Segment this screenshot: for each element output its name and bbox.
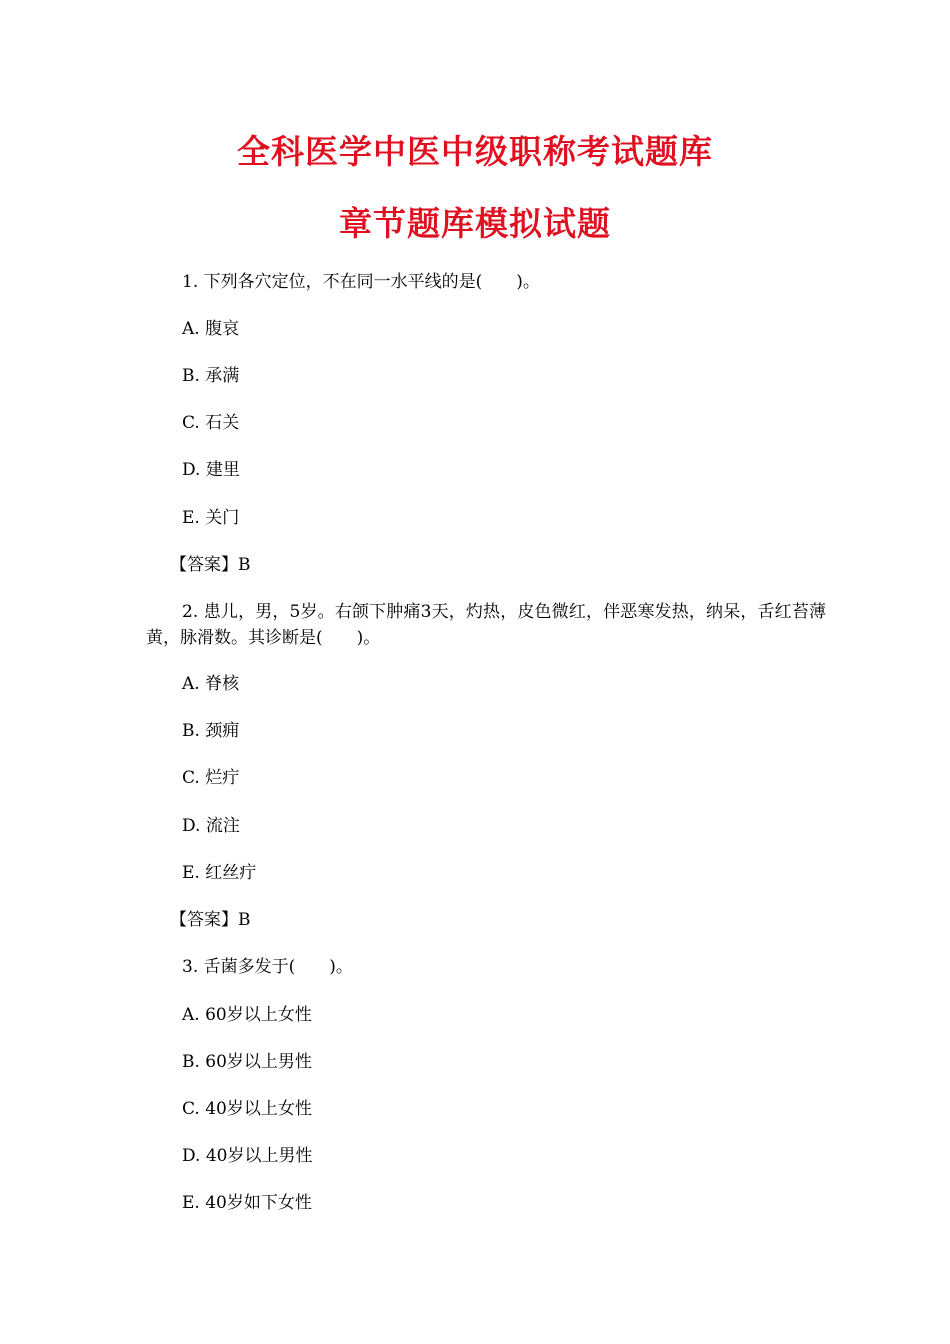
question-stem-1: 1. 下列各穴定位，不在同一水平线的是( )。 (182, 272, 540, 292)
question-1-option-e: E. 关门 (182, 508, 240, 528)
question-2-option-d: D. 流注 (182, 816, 240, 836)
question-1-option-c: C. 石关 (182, 413, 240, 433)
question-3-option-d: D. 40岁以上男性 (182, 1146, 313, 1166)
question-2-option-c: C. 烂疔 (182, 768, 240, 788)
question-3-option-c: C. 40岁以上女性 (182, 1099, 312, 1119)
document-subtitle: 章节题库模拟试题 (339, 204, 611, 243)
question-1-option-b: B. 承满 (182, 366, 240, 386)
question-2-option-e: E. 红丝疔 (182, 863, 257, 883)
question-stem-3: 3. 舌菌多发于( )。 (182, 957, 353, 977)
question-stem-2: 2. 患儿，男，5岁。右颌下肿痛3天，灼热，皮色微红，伴恶寒发热，纳呆，舌红苔薄黄，脉滑数。其诊断是( )。 (146, 602, 826, 648)
question-2-option-a: A. 脊核 (182, 674, 240, 694)
question-1-answer: 【答案】B (170, 555, 251, 575)
question-3-option-e: E. 40岁如下女性 (182, 1193, 312, 1213)
question-1-option-d: D. 建里 (182, 460, 240, 480)
question-1-option-a: A. 腹哀 (182, 319, 240, 339)
question-2-answer: 【答案】B (170, 910, 251, 930)
question-3-option-b: B. 60岁以上男性 (182, 1052, 312, 1072)
question-2-option-b: B. 颈痈 (182, 721, 240, 741)
document-title: 全科医学中医中级职称考试题库 (237, 132, 713, 171)
question-3-option-a: A. 60岁以上女性 (182, 1005, 312, 1025)
